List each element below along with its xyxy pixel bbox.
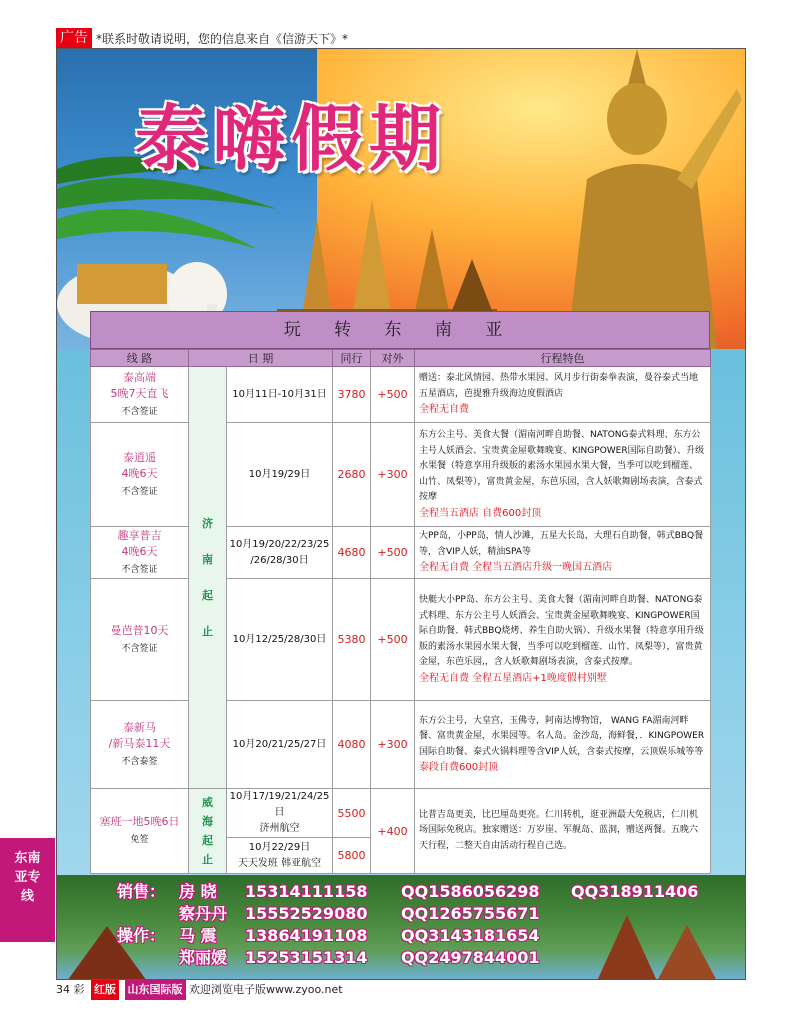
- top-bar: [0, 0, 800, 48]
- route-cell: 曼芭普10天 不含签证: [91, 579, 189, 701]
- contact-row: 郑丽媛 15253151314 QQ2497844001: [179, 948, 540, 967]
- peer-price-cell: 4680: [333, 527, 371, 579]
- section-side-tab: 东南 亚专 线: [0, 838, 55, 942]
- peer-price-cell: 4080: [333, 701, 371, 789]
- extra-price-cell: +500: [371, 527, 415, 579]
- contact-row: 操作： 马 震 13864191108 QQ3143181654: [117, 926, 540, 945]
- date-cell: 10月19/29日: [227, 423, 333, 527]
- page-footer: [56, 980, 746, 1000]
- ad-frame: [56, 48, 746, 980]
- header-features: 行程特色: [415, 350, 711, 367]
- date-cell: 10月22/29日 天天发班 韩亚航空: [227, 838, 333, 874]
- pagoda-icon: [577, 905, 737, 980]
- features-cell: 东方公主号，大皇宫，玉佛寺，阿南达博物馆， WANG FA湄南河畔餐、富贵黄金屋，水果园等。名人岛。金沙岛，海鲜餐，．KINGPOWER国际自助餐、泰式火锅料理等含VIP人妖，含泰式按摩，云顶娱乐城等等 泰段自费600封顶: [415, 701, 711, 789]
- table-row: [91, 423, 711, 527]
- table-row: [91, 367, 711, 423]
- extra-price-cell: +300: [371, 423, 415, 527]
- peer-price-cell: 3780: [333, 367, 371, 423]
- route-cell: 塞班一地5晚6日 免签: [91, 789, 189, 874]
- contact-panel: [57, 875, 746, 980]
- features-cell: 东方公主号、美食大餐（湄南河畔自助餐、NATONG泰式料理、东方公主号人妖酒会、宝贵黄金屋歌舞晚宴、KINGPOWER国际自助餐）、升级水果餐（特意享用升级版的素汤水果园水果大餐，当季可以吃到榴莲、山竹、凤梨等），富贵黄金屋，东芭乐园，含人妖歌舞剧场表演，含泰式按摩 全程当五酒店 自费600封顶: [415, 423, 711, 527]
- depart-jinan: 济 南 起 止: [189, 367, 227, 789]
- footer-text: 欢迎浏览电子版www.zyoo.net: [189, 983, 343, 996]
- ad-badge: 广告: [56, 28, 92, 48]
- table-row: [91, 701, 711, 789]
- peer-price-cell: 5800: [333, 838, 371, 874]
- route-cell: 泰高端 5晚7天直飞 不含签证: [91, 367, 189, 423]
- table-row: [91, 527, 711, 579]
- edition-tag: 山东国际版: [125, 980, 186, 1000]
- date-cell: 10月12/25/28/30日: [227, 579, 333, 701]
- hero-banner: [57, 49, 746, 349]
- source-note: *联系时敬请说明，您的信息来自《信游天下》*: [96, 32, 349, 46]
- depart-weihai: 威 海 起 止: [189, 789, 227, 874]
- ad-title: 泰嗨假期: [135, 96, 448, 181]
- date-cell: 10月17/19/21/24/25日 济州航空: [227, 789, 333, 838]
- peer-price-cell: 2680: [333, 423, 371, 527]
- extra-price-cell: +500: [371, 367, 415, 423]
- contact-row: 察丹丹 15552529080 QQ1265755671: [179, 904, 540, 923]
- golden-statue-icon: [527, 49, 746, 349]
- header-peer-price: 同行: [333, 350, 371, 367]
- header-date: 日 期: [189, 350, 333, 367]
- route-cell: 泰逍遥 4晚6天 不含签证: [91, 423, 189, 527]
- extra-price-cell: +300: [371, 701, 415, 789]
- route-cell: 泰新马 /新马泰11天 不含泰签: [91, 701, 189, 789]
- features-cell: 快艇大小PP岛、东方公主号、美食大餐（湄南河畔自助餐、NATONG泰式料理、东方公主号人妖酒会、宝贵黄金屋歌舞晚宴、KINGPOWER国际自助餐、韩式BBQ烧烤、养生自助火锅）、升级水果餐（特意享用升级版的素汤水果园水果大餐，当季可以吃到榴莲、山竹、凤梨等），富贵黄金屋，东芭乐园,，含人妖歌舞剧场表演，含泰式按摩。 全程无自费 全程五星酒店+1晚度假村别墅: [415, 579, 711, 701]
- date-cell: 10月11日-10月31日: [227, 367, 333, 423]
- features-cell: 大PP岛，小PP岛，情人沙滩，五星大长岛，大理石自助餐，韩式BBQ餐等，含VIP人妖，精油SPA等 全程无自费 全程当五酒店升级一晚国五酒店: [415, 527, 711, 579]
- features-cell: 比普吉岛更美，比巴厘岛更亮。仁川转机，逛亚洲最大免税店，仁川机场国际免税店。独家赠送：万岁崖、军舰岛、蓝洞，赠送两餐。五晚六天行程，二整天自由活动行程自己选。: [415, 789, 711, 874]
- peer-price-cell: 5380: [333, 579, 371, 701]
- date-cell: 10月20/21/25/27日: [227, 701, 333, 789]
- table-header-row: [91, 350, 711, 367]
- table-row: [91, 789, 711, 838]
- tour-table: [90, 311, 710, 874]
- edition-tag: 红版: [91, 980, 119, 1000]
- table-row: [91, 579, 711, 701]
- page-number: 34 彩: [56, 983, 85, 996]
- features-cell: 赠送：泰北风情园、热带水果园、风月步行街泰拳表演，曼谷泰式当地五星酒店，芭提雅升级海边度假酒店 全程无自费: [415, 367, 711, 423]
- tour-list: [90, 349, 711, 874]
- header-route: 线 路: [91, 350, 189, 367]
- peer-price-cell: 5500: [333, 789, 371, 838]
- extra-price-cell: +500: [371, 579, 415, 701]
- header-public-price: 对外: [371, 350, 415, 367]
- route-cell: 趣享普吉 4晚6天 不含签证: [91, 527, 189, 579]
- contact-row: 销售： 房 晓 15314111158 QQ1586056298 QQ318911406: [117, 882, 699, 901]
- date-cell: 10月19/20/22/23/25 /26/28/30日: [227, 527, 333, 579]
- table-caption: 玩 转 东 南 亚: [90, 311, 710, 349]
- extra-price-cell: +400: [371, 789, 415, 874]
